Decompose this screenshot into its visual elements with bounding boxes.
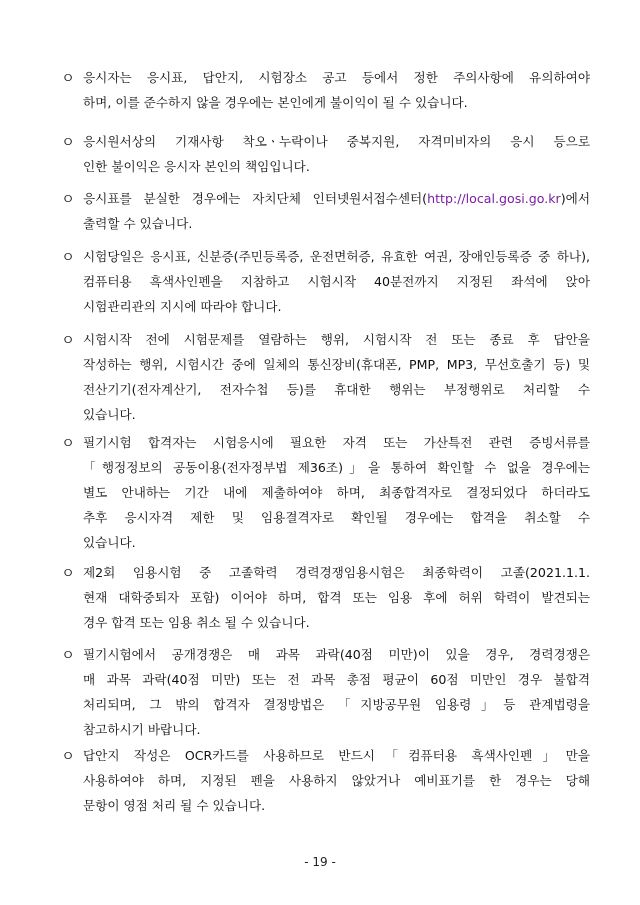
bullet-marker: ㅇ	[61, 648, 75, 664]
text-line: 처리되며, 그 밖의 합격자 결정방법은 「지방공무원 임용령」등 관계법령을	[83, 697, 590, 712]
text-line: 문항이 영점 처리 될 수 있습니다.	[83, 798, 266, 813]
text-line: 필기시험 합격자는 시험응시에 필요한 자격 또는 가산특전 관련 증빙서류를	[83, 435, 590, 450]
text-line: 하며, 이를 준수하지 않을 경우에는 본인에게 불이익이 될 수 있습니다.	[83, 95, 468, 110]
text-line: 응시원서상의 기재사항 착오ㆍ누락이나 중복지원, 자격미비자의 응시 등으로	[83, 134, 590, 149]
text-line: 참고하시기 바랍니다.	[83, 722, 201, 737]
text-line-with-link	[83, 188, 590, 213]
text-line: 추후 응시자격 제한 및 임용결격자로 확인될 경우에는 합격을 취소할 수	[83, 510, 590, 525]
text-line: 전산기기(전자계산기, 전자수첩 등)를 휴대한 행위는 부정행위로 처리할 수	[83, 382, 590, 397]
website-link[interactable]: http://local.gosi.go.kr	[427, 191, 561, 206]
notice-text	[83, 246, 590, 321]
bullet-marker: ㅇ	[61, 250, 75, 266]
text-line: 있습니다.	[83, 407, 136, 422]
text-line: 작성하는 행위, 시험시간 중에 일체의 통신장비(휴대폰, PMP, MP3, 무선호출기 등) 및	[83, 357, 590, 372]
text-line: 시험당일은 응시표, 신분증(주민등록증, 운전면허증, 유효한 여권, 장애인등록증 중 하나),	[83, 249, 590, 264]
bullet-marker: ㅇ	[61, 436, 75, 452]
text-line: 현재 대학중퇴자 포함) 이어야 하며, 합격 또는 임용 후에 허위 학력이 발견되는	[83, 590, 590, 605]
notice-text	[83, 644, 590, 744]
notice-text	[83, 67, 590, 117]
notice-text	[83, 432, 590, 557]
text-line: 시험시작 전에 시험문제를 열람하는 행위, 시험시작 전 또는 종료 후 답안을	[83, 332, 590, 347]
text-line: 제2회 임용시험 중 고졸학력 경력경쟁임용시험은 최종학력이 고졸(2021.1.1.	[83, 565, 590, 580]
text-line: 컴퓨터용 흑색사인펜을 지참하고 시험시작 40분전까지 지정된 좌석에 앉아	[83, 274, 590, 289]
text-line: 응시자는 응시표, 답안지, 시험장소 공고 등에서 정한 주의사항에 유의하여야	[83, 70, 590, 85]
bullet-marker: ㅇ	[61, 566, 75, 582]
text-segment: 응시표를 분실한 경우에는 자치단체 인터넷원서접수센터(	[83, 191, 428, 206]
bullet-marker: ㅇ	[61, 135, 75, 151]
bullet-marker: ㅇ	[61, 749, 75, 765]
notice-text	[83, 745, 590, 820]
page-number: - 19 -	[304, 855, 336, 869]
text-line: 시험관리관의 지시에 따라야 합니다.	[83, 299, 282, 314]
text-line: 「행정정보의 공동이용(전자정부법 제36조)」을 통하여 확인할 수 없을 경우에는	[83, 460, 590, 475]
bullet-marker: ㅇ	[61, 192, 75, 208]
text-line: 있습니다.	[83, 535, 136, 550]
notice-text	[83, 562, 590, 637]
text-segment: )에서	[560, 191, 590, 206]
text-line: 인한 불이익은 응시자 본인의 책임입니다.	[83, 159, 310, 174]
bullet-marker: ㅇ	[61, 333, 75, 349]
text-line: 별도 안내하는 기간 내에 제출하여야 하며, 최종합격자로 결정되었다 하더라도	[83, 485, 590, 500]
notice-text	[83, 329, 590, 429]
text-line: 필기시험에서 공개경쟁은 매 과목 과락(40점 미만)이 있을 경우, 경력경쟁은	[83, 647, 590, 662]
text-line: 매 과목 과락(40점 미만) 또는 전 과목 총점 평균이 60점 미만인 경우 불합격	[83, 672, 590, 687]
notice-text	[83, 131, 590, 181]
bullet-marker: ㅇ	[61, 71, 75, 87]
text-line: 경우 합격 또는 임용 취소 될 수 있습니다.	[83, 615, 310, 630]
text-line: 출력할 수 있습니다.	[83, 216, 193, 231]
notice-text	[83, 188, 590, 238]
text-line: 사용하여야 하며, 지정된 펜을 사용하지 않았거나 예비표기를 한 경우는 당해	[83, 773, 590, 788]
text-line: 답안지 작성은 OCR카드를 사용하므로 반드시「컴퓨터용 흑색사인펜」만을	[83, 748, 590, 763]
